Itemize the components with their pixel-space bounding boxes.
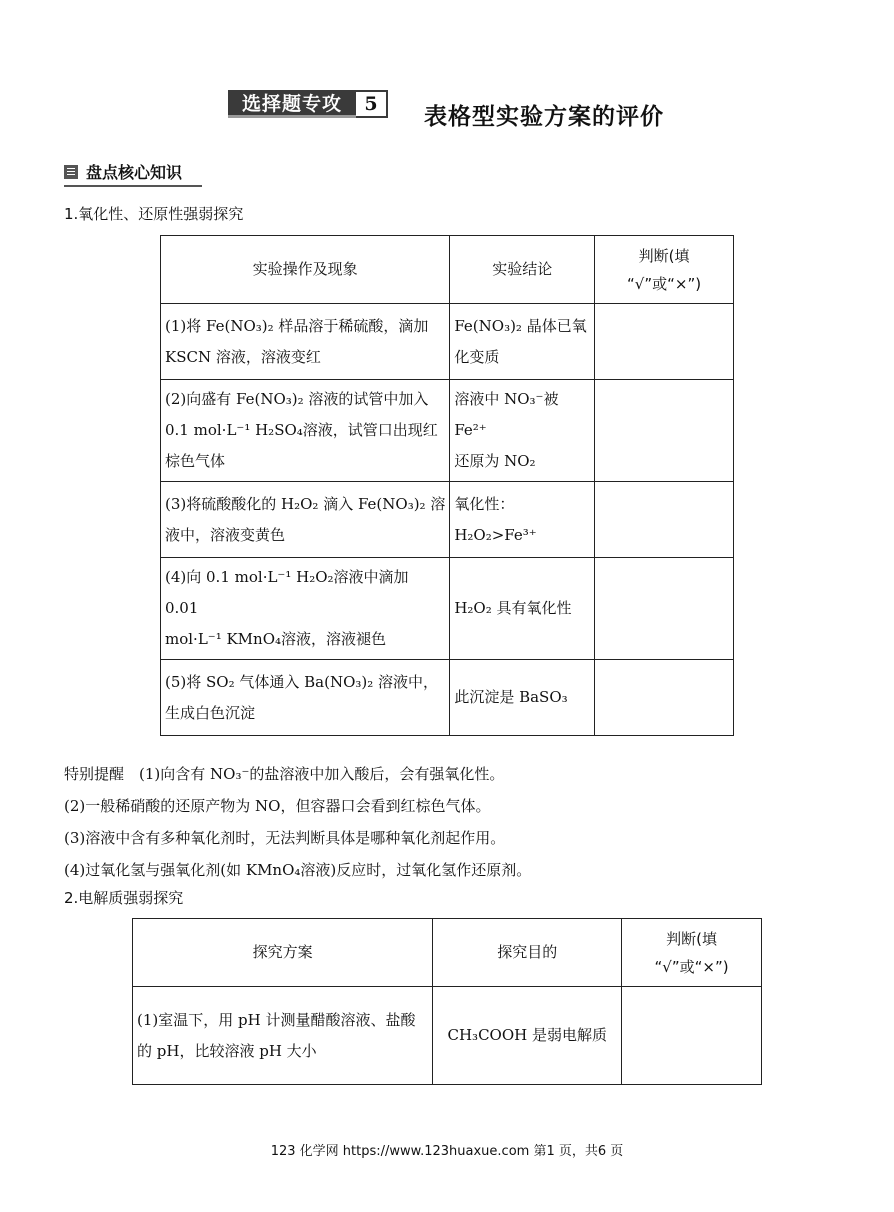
page-footer: 123 化学网 https://www.123huaxue.com 第1 页，共6 页	[270, 1144, 624, 1159]
topic-tag	[228, 90, 388, 118]
column-header: 实验操作及现象	[161, 236, 450, 304]
table-header-row	[161, 236, 734, 304]
judge-cell[interactable]	[595, 304, 734, 380]
judge-cell[interactable]	[595, 660, 734, 736]
conclusion-cell: 氧化性：H₂O₂>Fe³⁺	[450, 482, 595, 558]
conclusion-cell: 此沉淀是 BaSO₃	[450, 660, 595, 736]
table-row	[161, 380, 734, 482]
judge-cell[interactable]	[622, 987, 762, 1085]
table-row	[161, 558, 734, 660]
note-line: (3)溶液中含有多种氧化剂时，无法判断具体是哪种氧化剂起作用。	[64, 829, 506, 847]
table-row	[133, 987, 762, 1085]
operation-cell: (3)将硫酸酸化的 H₂O₂ 滴入 Fe(NO₃)₂ 溶 液中，溶液变黄色	[161, 482, 450, 558]
notes-block	[64, 758, 531, 886]
column-header-judge: 判断(填 “√”或“×”)	[622, 919, 762, 987]
judge-cell[interactable]	[595, 482, 734, 558]
operation-cell: (1)将 Fe(NO₃)₂ 样品溶于稀硫酸，滴加 KSCN 溶液，溶液变红	[161, 304, 450, 380]
topic-number: 5	[356, 90, 388, 118]
section-heading	[64, 160, 202, 187]
section-title: 盘点核心知识	[86, 163, 183, 182]
page-title: 表格型实验方案的评价	[424, 103, 664, 130]
conclusion-cell: CH₃COOH 是弱电解质	[433, 987, 622, 1085]
table-row	[161, 482, 734, 558]
conclusion-cell: 溶液中 NO₃⁻被 Fe²⁺ 还原为 NO₂	[450, 380, 595, 482]
operation-cell: (5)将 SO₂ 气体通入 Ba(NO₃)₂ 溶液中， 生成白色沉淀	[161, 660, 450, 736]
judge-cell[interactable]	[595, 380, 734, 482]
judge-cell[interactable]	[595, 558, 734, 660]
table-row	[161, 660, 734, 736]
operation-cell: (1)室温下，用 pH 计测量醋酸溶液、盐酸 的 pH，比较溶液 pH 大小	[133, 987, 433, 1085]
operation-cell: (4)向 0.1 mol·L⁻¹ H₂O₂溶液中滴加 0.01 mol·L⁻¹ KMnO₄溶液，溶液褪色	[161, 558, 450, 660]
oxidation-table	[160, 235, 734, 736]
book-icon	[64, 165, 78, 179]
column-header: 探究方案	[133, 919, 433, 987]
column-header: 探究目的	[433, 919, 622, 987]
electrolyte-table	[132, 918, 762, 1085]
operation-cell: (2)向盛有 Fe(NO₃)₂ 溶液的试管中加入 0.1 mol·L⁻¹ H₂SO₄溶液，试管口出现红 棕色气体	[161, 380, 450, 482]
note-line: (2)一般稀硝酸的还原产物为 NO，但容器口会看到红棕色气体。	[64, 797, 491, 815]
conclusion-cell: Fe(NO₃)₂ 晶体已氧 化变质	[450, 304, 595, 380]
table-row	[161, 304, 734, 380]
part1-heading: 1.氧化性、还原性强弱探究	[64, 205, 244, 223]
column-header: 实验结论	[450, 236, 595, 304]
note-line: 特别提醒 (1)向含有 NO₃⁻的盐溶液中加入酸后，会有强氧化性。	[64, 765, 505, 783]
topic-label: 选择题专攻	[228, 90, 356, 118]
table-header-row	[133, 919, 762, 987]
column-header-judge: 判断(填 “√”或“×”)	[595, 236, 734, 304]
note-line: (4)过氧化氢与强氧化剂(如 KMnO₄溶液)反应时，过氧化氢作还原剂。	[64, 861, 532, 879]
conclusion-cell: H₂O₂ 具有氧化性	[450, 558, 595, 660]
part2-heading: 2.电解质强弱探究	[64, 889, 184, 907]
